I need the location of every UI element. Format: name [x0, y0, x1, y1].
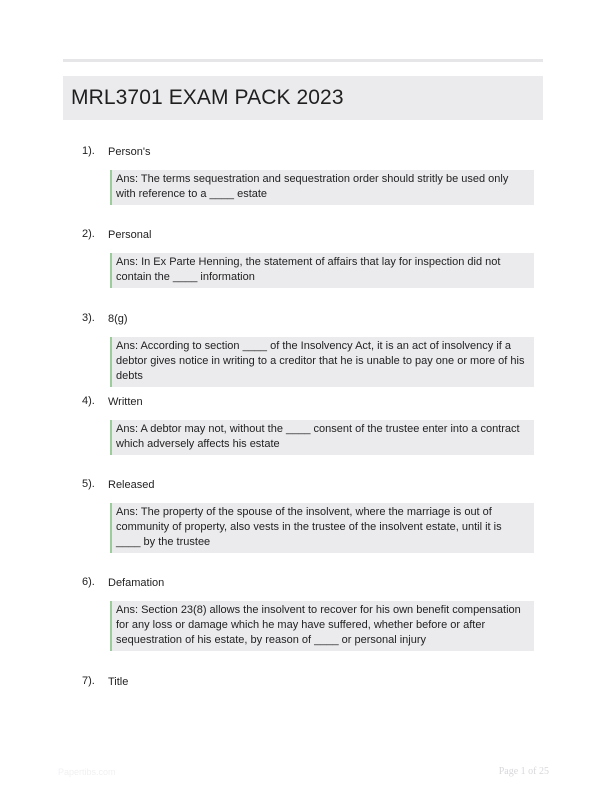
- question-answer-word: Personal: [108, 229, 152, 241]
- title-banner: [63, 76, 543, 120]
- page-indicator: Page 1 of 25: [498, 766, 549, 777]
- footer-watermark: Papertibs.com: [58, 767, 116, 777]
- answer-prompt-box: Ans: According to section ____ of the Insolvency Act, it is an act of insolvency if a debtor gives notice in writing to a creditor that he is unable to pay one or more of his debts: [110, 337, 534, 387]
- answer-prompt-box: Ans: The terms sequestration and sequestration order should stritly be used only with reference to a ____ estate: [110, 170, 534, 205]
- question-answer-word: Person's: [108, 146, 151, 158]
- question-number: 4).: [82, 395, 95, 407]
- question-answer-word: Released: [108, 479, 155, 491]
- question-number: 1).: [82, 145, 95, 157]
- header-divider: [63, 59, 543, 62]
- question-number: 2).: [82, 228, 95, 240]
- document-title: MRL3701 EXAM PACK 2023: [71, 86, 344, 109]
- question-number: 5).: [82, 478, 95, 490]
- question-number: 3).: [82, 312, 95, 324]
- question-answer-word: Written: [108, 396, 143, 408]
- question-number: 7).: [82, 675, 95, 687]
- answer-prompt-box: Ans: The property of the spouse of the insolvent, where the marriage is out of community of property, also vests in the trustee of the insolvent estate, until it is ____ by the trustee: [110, 503, 534, 553]
- question-answer-word: Defamation: [108, 577, 165, 589]
- answer-prompt-box: Ans: A debtor may not, without the ____ consent of the trustee enter into a contract which adversely affects his estate: [110, 420, 534, 455]
- answer-prompt-box: Ans: Section 23(8) allows the insolvent to recover for his own benefit compensation for any loss or damage which he may have suffered, whether before or after sequestration of his estate, by reason of ____ or personal injury: [110, 601, 534, 651]
- answer-prompt-box: Ans: In Ex Parte Henning, the statement of affairs that lay for inspection did not contain the ____ information: [110, 253, 534, 288]
- question-answer-word: 8(g): [108, 313, 128, 325]
- question-number: 6).: [82, 576, 95, 588]
- question-answer-word: Title: [108, 676, 129, 688]
